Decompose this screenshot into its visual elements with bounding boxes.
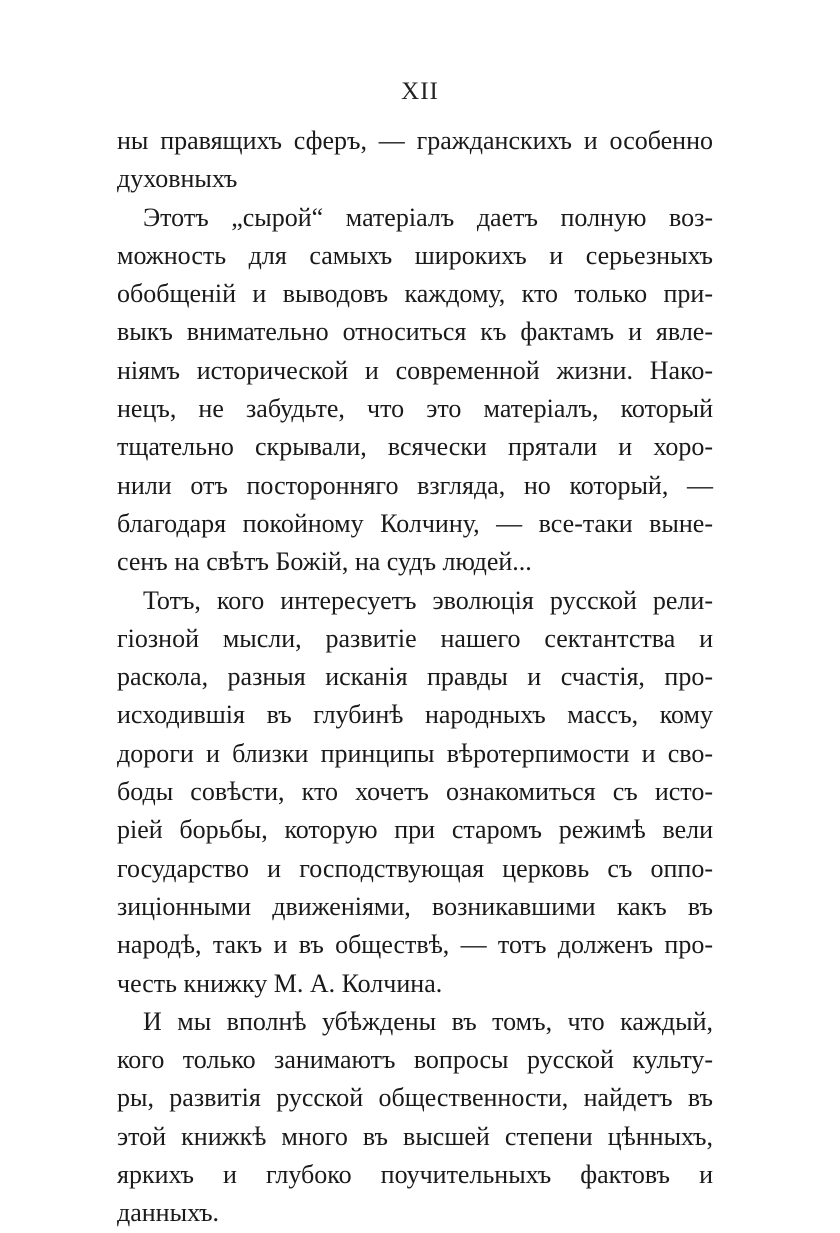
text-line: этой книжкѣ много въ высшей степени цѣнныхъ,	[117, 1121, 713, 1151]
text-line: выкъ внимательно относиться къ фактамъ и явле-	[117, 317, 713, 347]
text-line: раскола, разныя исканія правды и счастія, про-	[117, 662, 713, 692]
text-line: данныхъ.	[117, 1198, 220, 1228]
text-line: нили отъ посторонняго взгляда, но который, —	[117, 470, 713, 500]
text-line: ніямъ исторической и современной жизни. Нако-	[117, 355, 713, 385]
text-line: зиціонными движеніями, возникавшими какъ въ	[117, 891, 713, 921]
text-line: честь книжку М. А. Колчина.	[117, 968, 443, 998]
text-line: сенъ на свѣтъ Божій, на судъ людей...	[117, 547, 532, 577]
text-line: И мы вполнѣ убѣждены въ томъ, что каждый,	[143, 1006, 713, 1036]
page-number: XII	[401, 78, 439, 105]
text-line: государство и господствующая церковь съ оппо-	[117, 853, 713, 883]
text-line: нецъ, не забудьте, что это матеріалъ, который	[117, 394, 713, 424]
text-line: ры, развитія русской общественности, найдетъ въ	[117, 1083, 713, 1113]
text-line: гіозной мысли, развитіе нашего сектантства и	[117, 623, 713, 653]
text-line: можность для самыхъ широкихъ и серьезныхъ	[117, 240, 713, 270]
text-line: тщательно скрывали, всячески прятали и хоро-	[117, 432, 713, 462]
text-line: дороги и близки принципы вѣротерпимости и сво-	[117, 738, 713, 768]
text-line: ріей борьбы, которую при старомъ режимѣ вели	[117, 815, 713, 845]
text-line: Этотъ „сырой“ матеріалъ даетъ полную воз-	[143, 202, 713, 232]
text-line: яркихъ и глубоко поучительныхъ фактовъ и	[117, 1160, 713, 1190]
text-line: народѣ, такъ и въ обществѣ, — тотъ долженъ про-	[117, 930, 713, 960]
text-line: ны правящихъ сферъ, — гражданскихъ и особенно	[117, 126, 713, 155]
text-line: кого только занимаютъ вопросы русской культу-	[117, 1045, 713, 1075]
text-line: благодаря покойному Колчину, — все-таки выне-	[117, 508, 713, 538]
body-text	[117, 122, 713, 1233]
text-line: исходившія въ глубинѣ народныхъ массъ, кому	[117, 700, 713, 730]
text-line: боды совѣсти, кто хочетъ ознакомиться съ исто-	[117, 777, 713, 807]
text-line: обобщеній и выводовъ каждому, кто только при-	[117, 279, 713, 309]
text-line: Тотъ, кого интересуетъ эволюція русской рели-	[143, 585, 713, 615]
text-line: духовныхъ	[117, 164, 238, 194]
